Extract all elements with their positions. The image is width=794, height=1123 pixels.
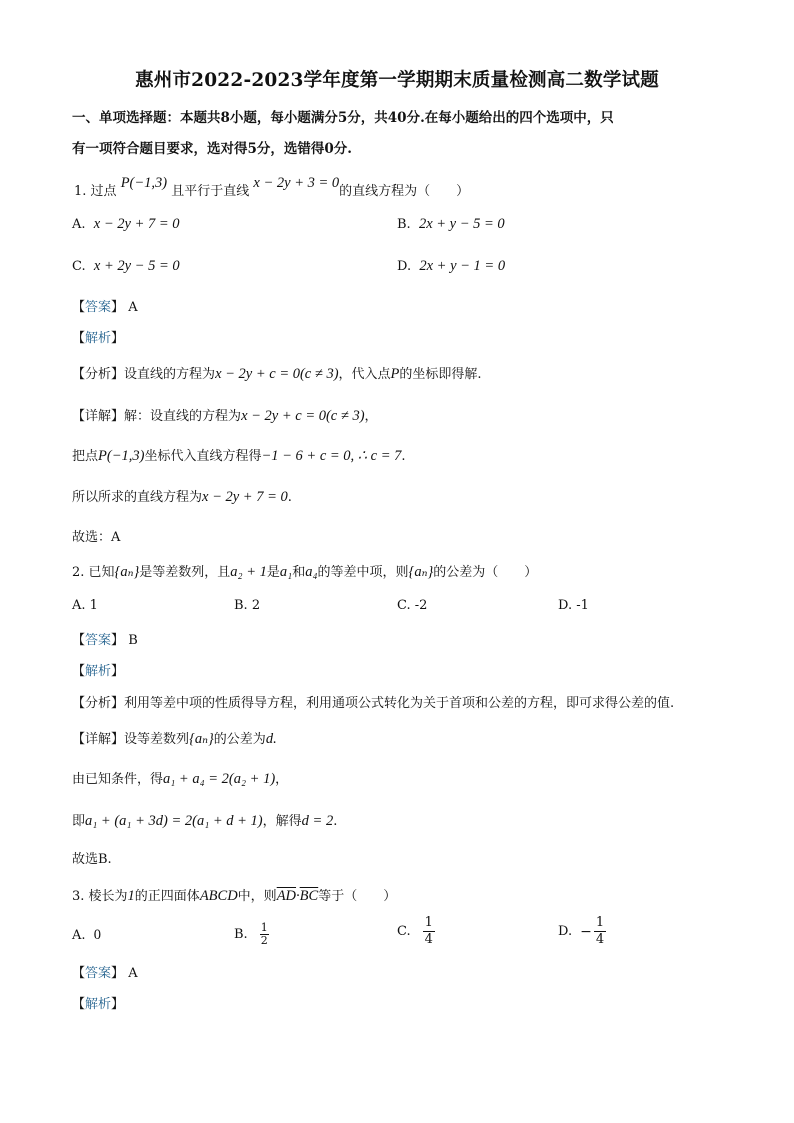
q1-given-line: x − 2y + 3 = 0	[253, 175, 340, 191]
q1-point: P(−1,3)	[120, 175, 168, 191]
xiangjie-seq: {aₙ}	[189, 731, 214, 747]
q2-a4: a₄	[305, 564, 318, 580]
q2-choose: 故选B.	[72, 852, 112, 867]
fraction-denominator: 4	[424, 932, 433, 947]
q3-text: 中，则	[237, 889, 277, 904]
step-text: 即	[72, 814, 86, 829]
question-3	[72, 885, 396, 905]
xiangjie-text: 设等差数列	[124, 732, 190, 747]
q3-edge: 1	[127, 888, 135, 904]
fenxi-text: 设直线的方程为	[124, 367, 216, 382]
option-label: C.	[72, 259, 86, 274]
q1-option-a	[72, 216, 180, 233]
q2-text: 是等差数列，且	[139, 565, 231, 580]
q3-option-d	[558, 915, 606, 948]
option-label: A.	[72, 928, 86, 943]
q3-dot: ·	[296, 888, 300, 904]
xiangjie-tag: 详解	[85, 732, 112, 747]
q3-option-a	[72, 927, 101, 944]
option-label: D.	[558, 924, 573, 939]
xiangjie-d: d.	[265, 731, 277, 747]
fenxi-text: 的坐标即得解.	[399, 367, 482, 382]
fenxi-text: 利用等差中项的性质得导方程，利用通项公式转化为关于首项和公差的方程，即可求得公差的值.	[124, 696, 675, 711]
question-1	[74, 175, 470, 200]
fenxi-tag: 分析	[85, 696, 112, 711]
q2-analysis: 【解析】	[72, 664, 125, 679]
q1-option-b	[397, 216, 505, 233]
q3-answer: 【答案】 A	[72, 966, 138, 981]
q3-text: 的正四面体	[134, 889, 200, 904]
answer-tag: 答案	[85, 966, 112, 981]
q2-seq: {aₙ}	[114, 564, 140, 580]
q3-text: 等于（ ）	[318, 889, 397, 904]
fraction	[260, 922, 269, 947]
q3-number: 3. 棱长为	[72, 889, 128, 904]
q2-fenxi: 【分析】利用等差中项的性质得导方程，利用通项公式转化为关于首项和公差的方程，即可求得公差的值.	[72, 696, 675, 711]
q2-option-a: A. 1	[72, 598, 98, 613]
xiangjie-math: x − 2y + c = 0(c ≠ 3)	[241, 408, 365, 424]
fenxi-text: ，代入点	[338, 367, 391, 382]
q2-number: 2. 已知	[72, 565, 115, 580]
step-math: x − 2y + 7 = 0	[202, 489, 288, 505]
q2-option-c: C. -2	[397, 598, 428, 613]
q2-xiangjie: 【详解】设等差数列{aₙ}的公差为d.	[72, 731, 277, 747]
option-expr: 0	[93, 927, 102, 943]
q2-option-d: D. -1	[558, 598, 589, 613]
q2-text: 的等差中项，则	[317, 565, 409, 580]
section-heading-line2: 有一项符合题目要求，选对得5分，选错得0分.	[72, 141, 352, 157]
q2-term: a₂ + 1	[230, 564, 267, 580]
q1-xiangjie: 【详解】解：设直线的方程为x − 2y + c = 0(c ≠ 3)，	[72, 408, 378, 424]
q3-vector-bc: $\overline{BC}$	[299, 888, 319, 904]
q2-text: 是	[266, 565, 280, 580]
analysis-tag: 解析	[85, 331, 112, 346]
fraction	[423, 915, 435, 948]
q2-step3	[72, 810, 337, 830]
answer-value: A	[128, 300, 138, 315]
step-text: 所以所求的直线方程为	[72, 490, 203, 505]
page-title: 惠州市2022-2023学年度第一学期期末质量检测高二数学试题	[135, 70, 659, 91]
fenxi-tag: 分析	[85, 367, 112, 382]
q1-mid: 且平行于直线	[171, 184, 250, 199]
q1-choose: 故选：A	[72, 530, 121, 545]
fenxi-math: x − 2y + c = 0(c ≠ 3)	[215, 366, 339, 382]
xiangjie-text: 解：设直线的方程为	[124, 409, 242, 424]
fraction-numerator: 1	[424, 915, 433, 930]
option-expr: x − 2y + 7 = 0	[93, 216, 180, 232]
option-label: A.	[72, 217, 86, 232]
step-text: .	[401, 449, 406, 464]
step-math: −1 − 6 + c = 0, ∴ c = 7	[261, 448, 402, 464]
fenxi-point: P	[390, 366, 400, 382]
answer-value: B	[128, 633, 138, 648]
fraction	[594, 915, 606, 948]
option-label: B.	[397, 217, 411, 232]
fraction-denominator: 2	[260, 934, 268, 947]
q2-text: 和	[292, 565, 306, 580]
answer-tag: 答案	[85, 300, 112, 315]
q1-option-c	[72, 258, 180, 275]
option-expr: x + 2y − 5 = 0	[93, 258, 180, 274]
step-math: a₁ + (a₁ + 3d) = 2(a₁ + d + 1)	[85, 813, 263, 829]
step-text: ，解得	[262, 814, 302, 829]
step-text: .	[287, 490, 292, 505]
step-text: .	[333, 814, 338, 829]
q2-text: 的公差为（ ）	[433, 565, 538, 580]
minus-sign: −	[580, 923, 592, 940]
fraction-numerator: 1	[260, 921, 268, 934]
step-point: P(−1,3)	[98, 448, 145, 464]
analysis-tag: 解析	[85, 997, 112, 1012]
q1-answer: 【答案】 A	[72, 300, 138, 315]
step-text: 把点	[72, 449, 99, 464]
answer-tag: 答案	[85, 633, 112, 648]
analysis-tag: 解析	[85, 664, 112, 679]
q2-step2	[72, 768, 288, 788]
q1-step2	[72, 445, 406, 465]
q1-analysis: 【解析】	[72, 331, 125, 346]
q1-step3	[72, 486, 292, 506]
q3-option-c	[397, 915, 435, 948]
xiangjie-text: ，	[364, 409, 378, 424]
q2-answer: 【答案】 B	[72, 633, 138, 648]
q2-seq: {aₙ}	[408, 564, 434, 580]
step-math: d = 2	[301, 813, 334, 829]
q1-option-d	[397, 258, 505, 275]
xiangjie-text: 的公差为	[213, 732, 266, 747]
q2-option-b: B. 2	[234, 598, 261, 613]
answer-value: A	[128, 966, 138, 981]
q3-vector-ad: $\overline{AD}$	[276, 888, 297, 904]
q2-a1: a₁	[279, 564, 293, 580]
q1-number: 1. 过点	[74, 184, 117, 199]
option-expr: 2x + y − 5 = 0	[418, 216, 505, 232]
q3-tetra: ABCD	[199, 888, 238, 904]
question-2	[72, 561, 537, 581]
q1-fenxi: 【分析】设直线的方程为x − 2y + c = 0(c ≠ 3)，代入点P的坐标即得解.	[72, 366, 482, 382]
fraction-numerator: 1	[595, 915, 605, 930]
xiangjie-tag: 详解	[85, 409, 112, 424]
q3-analysis: 【解析】	[72, 997, 125, 1012]
fraction-denominator: 4	[595, 932, 605, 947]
q3-option-b	[234, 922, 269, 947]
q1-end: 的直线方程为（ ）	[339, 184, 470, 199]
option-label: B.	[234, 927, 248, 942]
step-math: a₁ + a₄ = 2(a₂ + 1)	[163, 771, 276, 787]
option-expr: 2x + y − 1 = 0	[419, 258, 506, 274]
section-heading-line1: 一、单项选择题：本题共8小题，每小题满分5分，共40分.在每小题给出的四个选项中，只	[72, 110, 614, 126]
option-label: D.	[397, 259, 412, 274]
step-text: 由已知条件，得	[72, 772, 164, 787]
step-text: 坐标代入直线方程得	[144, 449, 262, 464]
option-label: C.	[397, 924, 411, 939]
step-text: ，	[275, 772, 289, 787]
